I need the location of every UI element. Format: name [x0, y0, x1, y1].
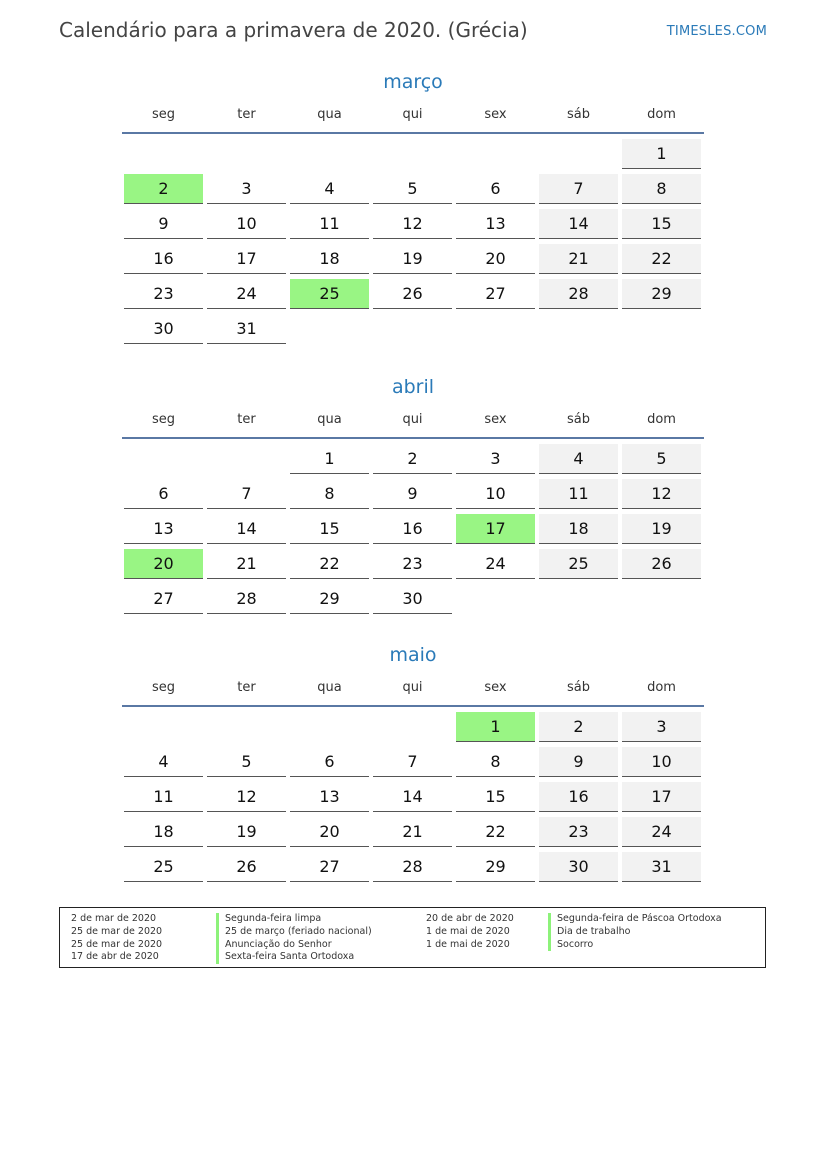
- day-cell-empty: [207, 139, 286, 168]
- day-cell-empty: [456, 139, 535, 168]
- month-abril: [122, 373, 704, 614]
- day-cell: 4: [290, 174, 369, 204]
- weekday-label: sáb: [567, 107, 590, 122]
- day-cell-empty: [124, 444, 203, 473]
- site-link[interactable]: TIMESLES.COM: [666, 24, 767, 39]
- weekday-label: ter: [237, 107, 256, 122]
- day-cell: 8: [290, 479, 369, 509]
- day-cell: 8: [622, 174, 701, 204]
- weekday-label: dom: [647, 107, 676, 122]
- day-cell: 13: [124, 514, 203, 544]
- day-cell-empty: [207, 444, 286, 473]
- day-cell-empty: [124, 139, 203, 168]
- day-cell: 25: [124, 852, 203, 882]
- day-cell: 11: [290, 209, 369, 239]
- day-cell: 29: [456, 852, 535, 882]
- day-cell: 19: [373, 244, 452, 274]
- day-cell-empty: [373, 314, 452, 343]
- day-grid: [122, 444, 704, 614]
- holiday-legend: [59, 907, 766, 968]
- day-cell: 17: [456, 514, 535, 544]
- weekday-label: seg: [151, 107, 176, 122]
- day-cell: 24: [622, 817, 701, 847]
- day-cell: 4: [124, 747, 203, 777]
- day-cell: 25: [539, 549, 618, 579]
- day-cell: 5: [373, 174, 452, 204]
- day-cell: 1: [622, 139, 701, 169]
- day-cell: 18: [539, 514, 618, 544]
- day-cell: 2: [373, 444, 452, 474]
- day-cell: 8: [456, 747, 535, 777]
- day-cell: 14: [373, 782, 452, 812]
- legend-date: 1 de mai de 2020: [426, 938, 510, 950]
- day-cell-empty: [539, 139, 618, 168]
- day-cell: 15: [290, 514, 369, 544]
- day-cell-empty: [622, 584, 701, 613]
- day-cell: 23: [373, 549, 452, 579]
- day-cell: 26: [622, 549, 701, 579]
- legend-date: 17 de abr de 2020: [71, 951, 159, 963]
- legend-holiday-name: 25 de março (feriado nacional): [216, 926, 372, 939]
- day-cell: 30: [373, 584, 452, 614]
- day-cell: 20: [290, 817, 369, 847]
- weekday-label: qui: [402, 107, 423, 122]
- legend-holiday-name: Segunda-feira limpa: [216, 913, 372, 926]
- weekday-label: qua: [317, 107, 342, 122]
- legend-date: 20 de abr de 2020: [426, 913, 514, 924]
- day-cell: 9: [124, 209, 203, 239]
- day-cell: 17: [207, 244, 286, 274]
- legend-names-right: [548, 913, 722, 951]
- page-title: Calendário para a primavera de 2020. (Grécia): [59, 18, 528, 42]
- day-cell: 5: [207, 747, 286, 777]
- day-cell: 24: [456, 549, 535, 579]
- day-cell: 10: [207, 209, 286, 239]
- weekday-label: sáb: [567, 680, 590, 695]
- day-cell-empty: [539, 584, 618, 613]
- day-cell: 6: [456, 174, 535, 204]
- day-cell: 6: [124, 479, 203, 509]
- weekday-header: [122, 679, 704, 707]
- day-cell: 12: [622, 479, 701, 509]
- day-cell: 11: [124, 782, 203, 812]
- day-cell: 5: [622, 444, 701, 474]
- legend-date: 2 de mar de 2020: [71, 913, 157, 924]
- weekday-label: seg: [151, 680, 176, 695]
- weekday-label: sex: [484, 412, 507, 427]
- day-cell-empty: [207, 712, 286, 741]
- day-cell: 21: [207, 549, 286, 579]
- day-cell: 13: [456, 209, 535, 239]
- day-cell: 10: [456, 479, 535, 509]
- day-cell-empty: [290, 712, 369, 741]
- day-cell: 29: [622, 279, 701, 309]
- day-cell: 6: [290, 747, 369, 777]
- weekday-label: seg: [151, 412, 176, 427]
- day-cell: 2: [124, 174, 203, 204]
- day-cell: 13: [290, 782, 369, 812]
- day-cell: 9: [539, 747, 618, 777]
- legend-holiday-name: Socorro: [548, 939, 722, 952]
- legend-date: 25 de mar de 2020: [71, 938, 163, 950]
- day-grid: [122, 139, 704, 344]
- day-cell: 12: [373, 209, 452, 239]
- day-cell-empty: [373, 139, 452, 168]
- day-cell: 28: [207, 584, 286, 614]
- day-grid: [122, 712, 704, 882]
- day-cell: 26: [207, 852, 286, 882]
- day-cell: 9: [373, 479, 452, 509]
- day-cell: 30: [124, 314, 203, 344]
- day-cell-empty: [290, 314, 369, 343]
- weekday-label: sex: [484, 680, 507, 695]
- day-cell: 27: [124, 584, 203, 614]
- day-cell: 30: [539, 852, 618, 882]
- day-cell: 25: [290, 279, 369, 309]
- legend-date: 25 de mar de 2020: [71, 925, 163, 937]
- weekday-label: ter: [237, 412, 256, 427]
- day-cell-empty: [373, 712, 452, 741]
- day-cell: 7: [207, 479, 286, 509]
- weekday-header: [122, 106, 704, 134]
- day-cell: 10: [622, 747, 701, 777]
- day-cell: 4: [539, 444, 618, 474]
- weekday-label: sex: [484, 107, 507, 122]
- day-cell: 28: [539, 279, 618, 309]
- day-cell: 22: [622, 244, 701, 274]
- day-cell: 19: [622, 514, 701, 544]
- day-cell: 14: [539, 209, 618, 239]
- weekday-header: [122, 411, 704, 439]
- day-cell: 7: [539, 174, 618, 204]
- weekday-label: dom: [647, 412, 676, 427]
- day-cell: 7: [373, 747, 452, 777]
- day-cell: 21: [539, 244, 618, 274]
- legend-holiday-name: Anunciação do Senhor: [216, 939, 372, 952]
- day-cell: 1: [456, 712, 535, 742]
- weekday-label: ter: [237, 680, 256, 695]
- day-cell: 23: [124, 279, 203, 309]
- day-cell: 22: [456, 817, 535, 847]
- day-cell: 16: [373, 514, 452, 544]
- day-cell: 18: [290, 244, 369, 274]
- weekday-label: sáb: [567, 412, 590, 427]
- day-cell-empty: [124, 712, 203, 741]
- weekday-label: qua: [317, 412, 342, 427]
- day-cell: 1: [290, 444, 369, 474]
- day-cell-empty: [290, 139, 369, 168]
- day-cell: 26: [373, 279, 452, 309]
- day-cell-empty: [622, 314, 701, 343]
- day-cell: 24: [207, 279, 286, 309]
- day-cell: 20: [124, 549, 203, 579]
- day-cell-empty: [539, 314, 618, 343]
- legend-holiday-name: Sexta-feira Santa Ortodoxa: [216, 951, 372, 964]
- weekday-label: qui: [402, 412, 423, 427]
- day-cell-empty: [456, 314, 535, 343]
- day-cell: 12: [207, 782, 286, 812]
- day-cell: 31: [207, 314, 286, 344]
- month-title: abril: [391, 376, 435, 398]
- day-cell: 3: [207, 174, 286, 204]
- day-cell: 14: [207, 514, 286, 544]
- legend-holiday-name: Segunda-feira de Páscoa Ortodoxa: [548, 913, 722, 926]
- day-cell: 16: [124, 244, 203, 274]
- weekday-label: dom: [647, 680, 676, 695]
- day-cell: 2: [539, 712, 618, 742]
- legend-date: 1 de mai de 2020: [426, 925, 510, 937]
- day-cell: 23: [539, 817, 618, 847]
- legend-dates-right: [426, 913, 514, 951]
- day-cell: 27: [290, 852, 369, 882]
- month-março: [122, 68, 704, 344]
- legend-dates-left: [71, 913, 162, 964]
- day-cell-empty: [456, 584, 535, 613]
- day-cell: 16: [539, 782, 618, 812]
- day-cell: 22: [290, 549, 369, 579]
- day-cell: 18: [124, 817, 203, 847]
- legend-names-left: [216, 913, 372, 964]
- weekday-label: qua: [317, 680, 342, 695]
- day-cell: 28: [373, 852, 452, 882]
- month-title: maio: [389, 644, 437, 666]
- day-cell: 3: [622, 712, 701, 742]
- day-cell: 15: [622, 209, 701, 239]
- day-cell: 29: [290, 584, 369, 614]
- day-cell: 21: [373, 817, 452, 847]
- day-cell: 27: [456, 279, 535, 309]
- legend-holiday-name: Dia de trabalho: [548, 926, 722, 939]
- day-cell: 31: [622, 852, 701, 882]
- day-cell: 17: [622, 782, 701, 812]
- day-cell: 3: [456, 444, 535, 474]
- month-maio: [122, 641, 704, 882]
- day-cell: 11: [539, 479, 618, 509]
- day-cell: 15: [456, 782, 535, 812]
- day-cell: 19: [207, 817, 286, 847]
- weekday-label: qui: [402, 680, 423, 695]
- day-cell: 20: [456, 244, 535, 274]
- month-title: março: [383, 71, 443, 93]
